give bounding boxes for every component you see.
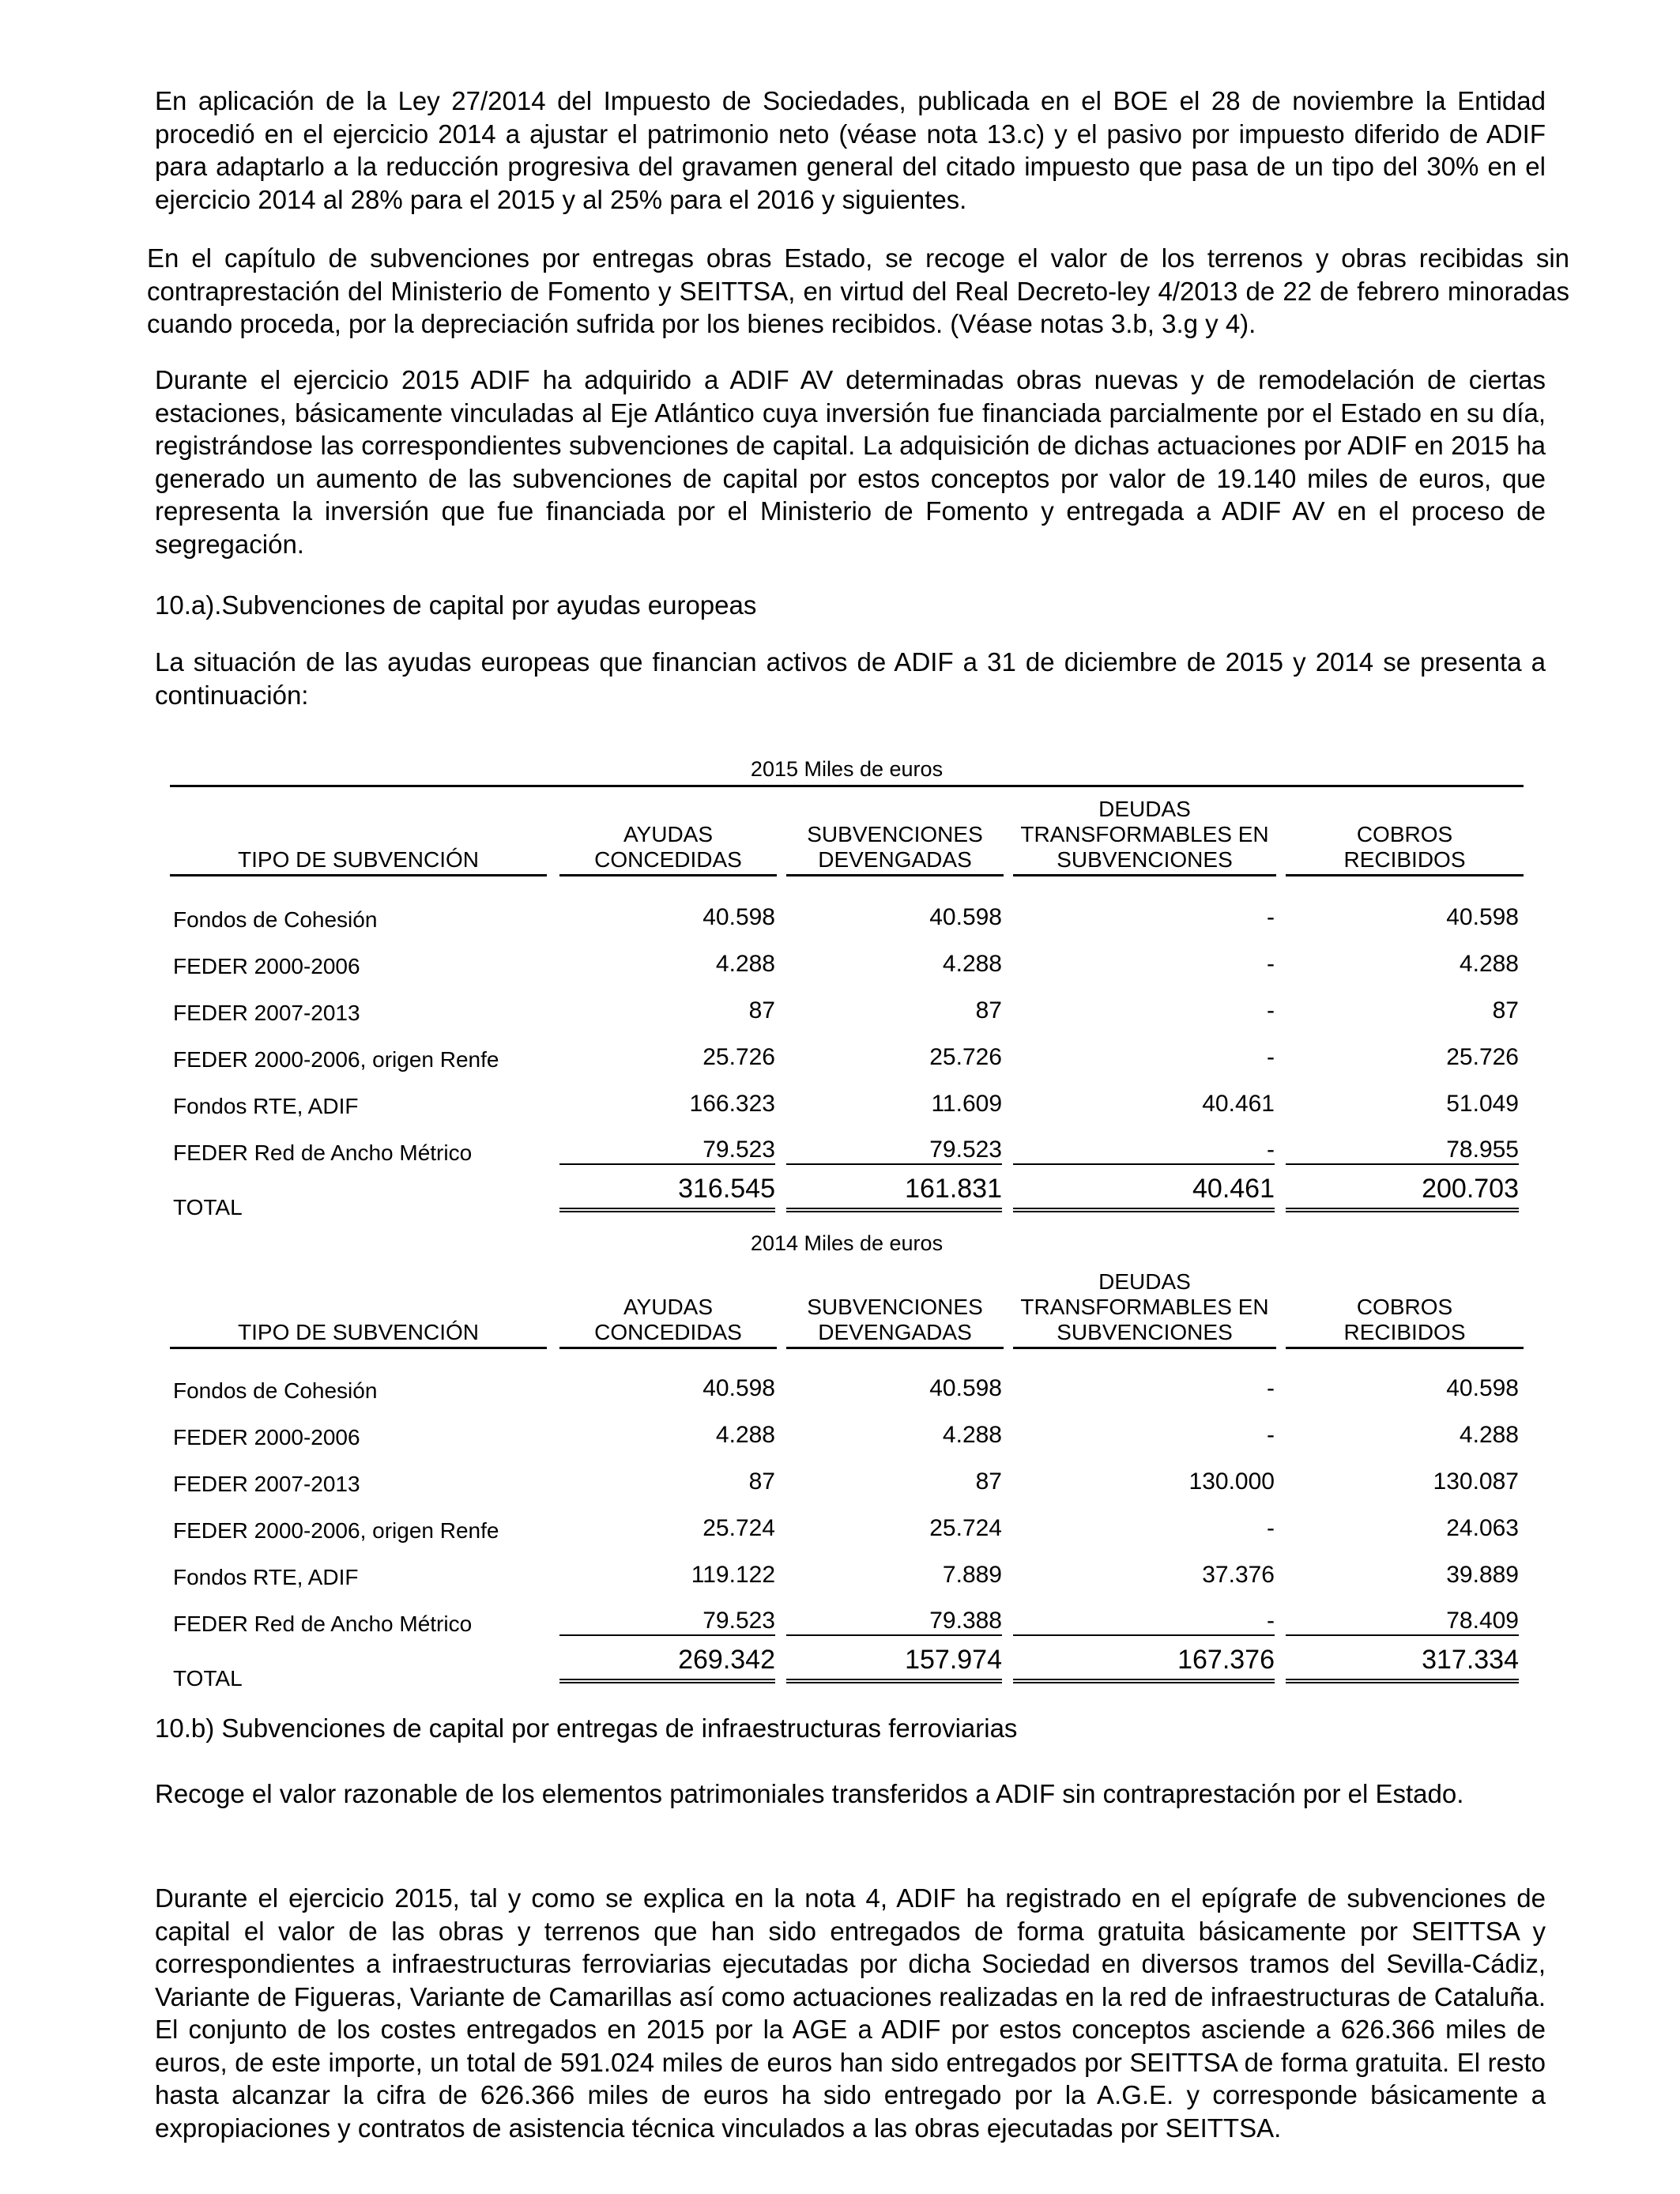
- cell-ayudas: 25.724: [703, 1514, 775, 1541]
- cell-cobros: 87: [1492, 997, 1519, 1023]
- cell-subvenciones: 87: [975, 997, 1002, 1023]
- cell-ayudas: 40.598: [703, 1374, 775, 1401]
- cell-subvenciones: 4.288: [942, 950, 1002, 977]
- cell-ayudas: 4.288: [715, 1421, 775, 1448]
- cell-ayudas: 119.122: [691, 1561, 775, 1588]
- total-ayudas: 316.545: [555, 1174, 782, 1227]
- row-label: FEDER Red de Ancho Métrico: [173, 1140, 473, 1165]
- table-row: [170, 1080, 1524, 1127]
- table-caption-2015: 2015 Miles de euros: [750, 757, 944, 781]
- column-header-deudas: DEUDAS TRANSFORMABLES EN SUBVENCIONES: [1008, 1268, 1281, 1352]
- cell-subvenciones: 11.609: [931, 1090, 1002, 1117]
- cell-subvenciones: 79.388: [782, 1598, 1008, 1645]
- column-header-deudas: DEUDAS TRANSFORMABLES EN SUBVENCIONES: [1008, 795, 1281, 880]
- cell-cobros: 78.409: [1281, 1598, 1524, 1645]
- cell-cobros: 51.049: [1446, 1090, 1519, 1117]
- table-row: [170, 1598, 1524, 1645]
- row-label: FEDER 2000-2006, origen Renfe: [173, 1517, 499, 1543]
- total-label: TOTAL: [173, 1666, 243, 1691]
- row-label: Fondos RTE, ADIF: [173, 1564, 359, 1589]
- cell-cobros: 40.598: [1446, 1374, 1519, 1401]
- paragraph-ejercicio-2015-entregas: Durante el ejercicio 2015, tal y como se explica en la nota 4, ADIF ha registrado en el epígrafe de subvenciones de capital el valor de las obras y terrenos que han sido entregados de forma gratuita básicamente por SEITTSA y correspondientes a infraestructuras ferroviarias ejecutadas por dicha Sociedad en diversos tramos del Sevilla-Cádiz, Variante de Figueras, Variante de Camarillas así como actuaciones realizadas en la red de infraestructuras de Cataluña. El conjunto de los costes entregados en 2015 por la AGE a ADIF por estos conceptos asciende a 626.366 miles de euros, de este importe, un total de 591.024 miles de euros han sido entregados por SEITTSA de forma gratuita. El resto hasta alcanzar la cifra de 626.366 miles de euros ha sido entregado por la A.G.E. y corresponde básicamente a expropiaciones y contratos de asistencia técnica vinculados a las obras ejecutadas por SEITTSA.: [155, 1883, 1546, 2143]
- cell-ayudas: 79.523: [555, 1127, 782, 1174]
- cell-subvenciones: 87: [975, 1468, 1002, 1495]
- cell-cobros: 39.889: [1446, 1561, 1519, 1588]
- column-header-subvenciones: SUBVENCIONES DEVENGADAS: [782, 1268, 1008, 1352]
- column-header-ayudas: AYUDAS CONCEDIDAS: [555, 1268, 782, 1352]
- table-top-rule: [170, 785, 1524, 787]
- column-header-tipo: TIPO DE SUBVENCIÓN: [170, 1268, 555, 1352]
- cell-ayudas: 40.598: [703, 903, 775, 930]
- row-label: FEDER 2000-2006, origen Renfe: [173, 1046, 499, 1072]
- cell-subvenciones: 25.724: [929, 1514, 1002, 1541]
- column-header-cobros: COBROS RECIBIDOS: [1281, 795, 1524, 880]
- cell-subvenciones: 79.523: [782, 1127, 1008, 1174]
- cell-subvenciones: 40.598: [929, 903, 1002, 930]
- cell-ayudas: 87: [748, 1468, 775, 1495]
- cell-subvenciones: 7.889: [942, 1561, 1002, 1588]
- section-heading-10a: 10.a).Subvenciones de capital por ayudas europeas: [155, 590, 757, 620]
- cell-deudas: -: [1267, 1421, 1275, 1448]
- row-label: Fondos de Cohesión: [173, 907, 378, 932]
- table-total-row: [170, 1645, 1524, 1698]
- cell-subvenciones: 40.598: [929, 1374, 1002, 1401]
- cell-deudas: -: [1008, 1127, 1281, 1174]
- total-label: TOTAL: [173, 1195, 243, 1220]
- table-ayudas-europeas-2015: [170, 795, 1524, 1227]
- total-deudas: 40.461: [1008, 1174, 1281, 1227]
- column-header-cobros: COBROS RECIBIDOS: [1281, 1268, 1524, 1352]
- cell-deudas: 37.376: [1202, 1561, 1275, 1588]
- cell-subvenciones: 25.726: [929, 1043, 1002, 1070]
- paragraph-subvenciones-entregas-estado: En el capítulo de subvenciones por entregas obras Estado, se recoge el valor de los terrenos y obras recibidas sin contraprestación del Ministerio de Fomento y SEITTSA, en virtud del Real Decreto-ley 4/2013 de 22 de febrero minoradas cuando proceda, por la depreciación sufrida por los bienes recibidos. (Véase notas 3.b, 3.g y 4).: [147, 243, 1569, 338]
- table-total-row: [170, 1174, 1524, 1227]
- section-heading-10b: 10.b) Subvenciones de capital por entregas de infraestructuras ferroviarias: [155, 1713, 1018, 1743]
- cell-cobros: 24.063: [1446, 1514, 1519, 1541]
- cell-cobros: 130.087: [1433, 1468, 1519, 1495]
- table-ayudas-europeas-2014: [170, 1268, 1524, 1698]
- cell-cobros: 25.726: [1446, 1043, 1519, 1070]
- total-deudas: 167.376: [1008, 1645, 1281, 1698]
- cell-deudas: -: [1267, 903, 1275, 930]
- cell-deudas: 130.000: [1188, 1468, 1275, 1495]
- table-row: [170, 1365, 1524, 1412]
- cell-deudas: -: [1008, 1598, 1281, 1645]
- cell-deudas: -: [1267, 997, 1275, 1023]
- cell-subvenciones: 4.288: [942, 1421, 1002, 1448]
- cell-deudas: -: [1267, 1374, 1275, 1401]
- row-label: Fondos RTE, ADIF: [173, 1093, 359, 1118]
- cell-cobros: 4.288: [1459, 950, 1519, 977]
- table-row: [170, 894, 1524, 941]
- cell-ayudas: 87: [748, 997, 775, 1023]
- cell-deudas: 40.461: [1202, 1090, 1275, 1117]
- cell-ayudas: 79.523: [555, 1598, 782, 1645]
- total-cobros: 317.334: [1281, 1645, 1524, 1698]
- table-row: [170, 1505, 1524, 1551]
- cell-cobros: 78.955: [1281, 1127, 1524, 1174]
- column-header-tipo: TIPO DE SUBVENCIÓN: [170, 795, 555, 880]
- table-row: [170, 1034, 1524, 1080]
- paragraph-adquisicion-adif-av: Durante el ejercicio 2015 ADIF ha adquirido a ADIF AV determinadas obras nuevas y de remodelación de ciertas estaciones, básicamente vinculadas al Eje Atlántico cuya inversión fue financiada parcialmente por el Estado en su día, registrándose las correspondientes subvenciones de capital. La adquisición de dichas actuaciones por ADIF en 2015 ha generado un aumento de las subvenciones de capital por estos conceptos por valor de 19.140 miles de euros, que representa la inversión que fue financiada por el Ministerio de Fomento y entregada a ADIF AV en el proceso de segregación.: [155, 365, 1546, 559]
- row-label: FEDER Red de Ancho Métrico: [173, 1611, 473, 1636]
- row-label: FEDER 2000-2006: [173, 1424, 360, 1449]
- total-subvenciones: 161.831: [782, 1174, 1008, 1227]
- column-header-ayudas: AYUDAS CONCEDIDAS: [555, 795, 782, 880]
- cell-deudas: -: [1267, 950, 1275, 977]
- total-subvenciones: 157.974: [782, 1645, 1008, 1698]
- cell-ayudas: 25.726: [703, 1043, 775, 1070]
- total-ayudas: 269.342: [555, 1645, 782, 1698]
- cell-cobros: 4.288: [1459, 1421, 1519, 1448]
- cell-ayudas: 4.288: [715, 950, 775, 977]
- paragraph-situacion-ayudas: La situación de las ayudas europeas que financian activos de ADIF a 31 de diciembre de 2015 y 2014 se presenta a continuación:: [155, 647, 1546, 710]
- paragraph-valor-razonable: Recoge el valor razonable de los elementos patrimoniales transferidos a ADIF sin contraprestación por el Estado.: [155, 1779, 1464, 1808]
- cell-ayudas: 166.323: [689, 1090, 775, 1117]
- row-label: Fondos de Cohesión: [173, 1378, 378, 1403]
- row-label: FEDER 2000-2006: [173, 953, 360, 978]
- cell-deudas: -: [1267, 1043, 1275, 1070]
- table-row: [170, 987, 1524, 1034]
- table-caption-2014: 2014 Miles de euros: [750, 1231, 944, 1255]
- table-row: [170, 1551, 1524, 1598]
- row-label: FEDER 2007-2013: [173, 1000, 360, 1025]
- table-row: [170, 1412, 1524, 1458]
- table-row: [170, 1458, 1524, 1505]
- table-row: [170, 1127, 1524, 1174]
- total-cobros: 200.703: [1281, 1174, 1524, 1227]
- table-row: [170, 941, 1524, 987]
- cell-deudas: -: [1267, 1514, 1275, 1541]
- row-label: FEDER 2007-2013: [173, 1471, 360, 1496]
- column-header-subvenciones: SUBVENCIONES DEVENGADAS: [782, 795, 1008, 880]
- paragraph-impuesto-sociedades: En aplicación de la Ley 27/2014 del Impuesto de Sociedades, publicada en el BOE el 28 de noviembre la Entidad procedió en el ejercicio 2014 a ajustar el patrimonio neto (véase nota 13.c) y el pasivo por impuesto diferido de ADIF para adaptarlo a la reducción progresiva del gravamen general del citado impuesto que pasa de un tipo del 30% en el ejercicio 2014 al 28% para el 2015 y al 25% para el 2016 y siguientes.: [155, 86, 1546, 214]
- cell-cobros: 40.598: [1446, 903, 1519, 930]
